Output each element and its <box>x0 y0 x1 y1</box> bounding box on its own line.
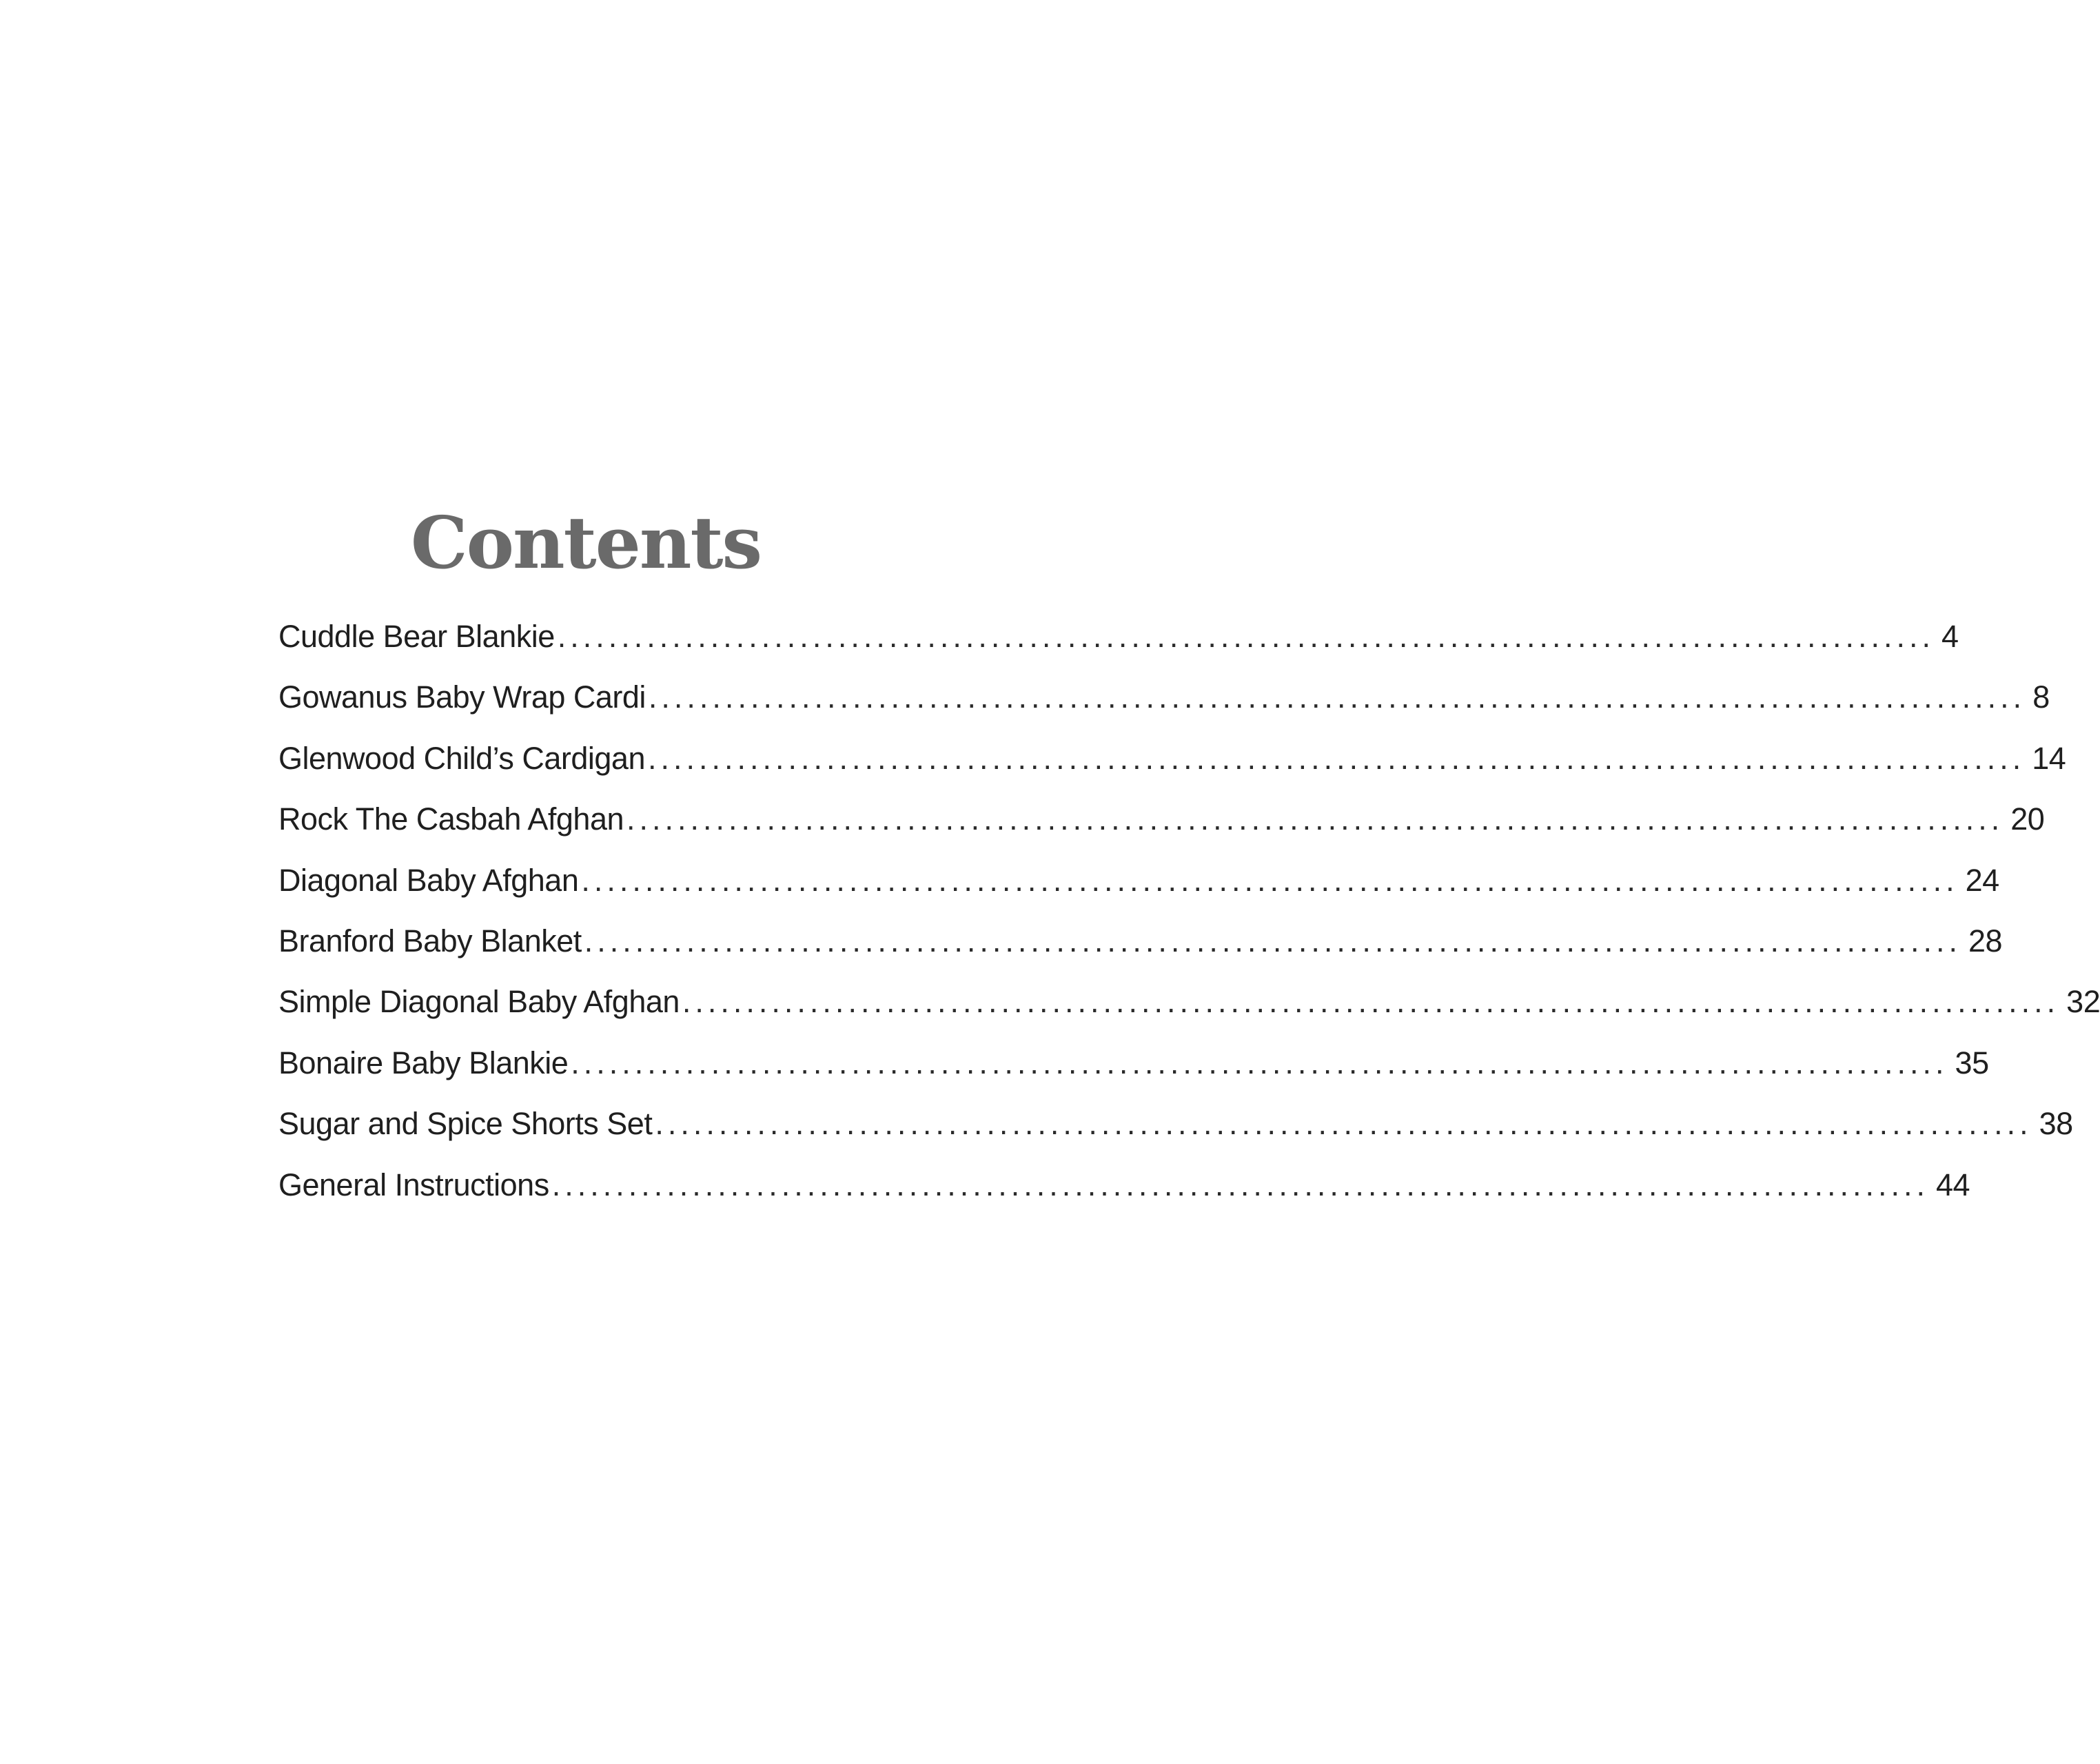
toc-dot-leader: ............................................................................................................ <box>551 1167 1929 1202</box>
toc-entry-title: Diagonal Baby Afghan <box>278 862 579 898</box>
toc-page-number: 35 <box>1955 1045 1989 1080</box>
toc-page-number: 8 <box>2032 679 2050 715</box>
toc-dot-leader: ............................................................................................................ <box>648 679 2026 715</box>
toc-entry <box>278 1163 1970 1224</box>
toc-dot-leader: ............................................................................................................ <box>581 862 1959 898</box>
toc-dot-leader: ............................................................................................................ <box>626 801 2004 837</box>
toc-entry <box>278 859 1999 919</box>
toc-entry-title: Glenwood Child’s Cardigan <box>278 740 645 776</box>
toc-entry <box>278 980 2100 1040</box>
toc-page-number: 38 <box>2039 1106 2073 1142</box>
table-of-contents <box>278 615 2100 1224</box>
toc-entry <box>278 675 2050 736</box>
toc-dot-leader: ............................................................................................................ <box>557 619 1935 654</box>
toc-dot-leader: ............................................................................................................ <box>584 923 1962 958</box>
toc-dot-leader: ............................................................................................................ <box>655 1106 2032 1142</box>
toc-page-number: 44 <box>1935 1167 1970 1202</box>
page-title: Contents <box>410 500 762 585</box>
toc-dot-leader: ............................................................................................................ <box>647 740 2026 776</box>
toc-page-number: 28 <box>1968 923 2003 958</box>
toc-page-number: 24 <box>1965 862 1999 898</box>
toc-dot-leader: ............................................................................................................ <box>682 984 2060 1020</box>
toc-page-number: 32 <box>2066 984 2100 1020</box>
toc-entry-title: Cuddle Bear Blankie <box>278 619 555 654</box>
toc-dot-leader: ............................................................................................................ <box>571 1045 1948 1080</box>
toc-entry <box>278 737 2066 797</box>
toc-page-number: 4 <box>1941 619 1959 654</box>
toc-entry <box>278 1041 1989 1102</box>
toc-entry-title: General Instructions <box>278 1167 549 1202</box>
toc-entry-title: Gowanus Baby Wrap Cardi <box>278 679 646 715</box>
toc-entry-title: Simple Diagonal Baby Afghan <box>278 984 680 1020</box>
toc-entry-title: Sugar and Spice Shorts Set <box>278 1106 653 1142</box>
toc-page-number: 14 <box>2032 740 2066 776</box>
toc-entry <box>278 797 2045 858</box>
toc-page-number: 20 <box>2010 801 2045 837</box>
toc-entry <box>278 1102 2073 1162</box>
toc-entry <box>278 615 1959 675</box>
toc-entry-title: Bonaire Baby Blankie <box>278 1045 569 1080</box>
toc-entry-title: Rock The Casbah Afghan <box>278 801 624 837</box>
toc-entry-title: Branford Baby Blanket <box>278 923 582 958</box>
toc-entry <box>278 919 2003 980</box>
